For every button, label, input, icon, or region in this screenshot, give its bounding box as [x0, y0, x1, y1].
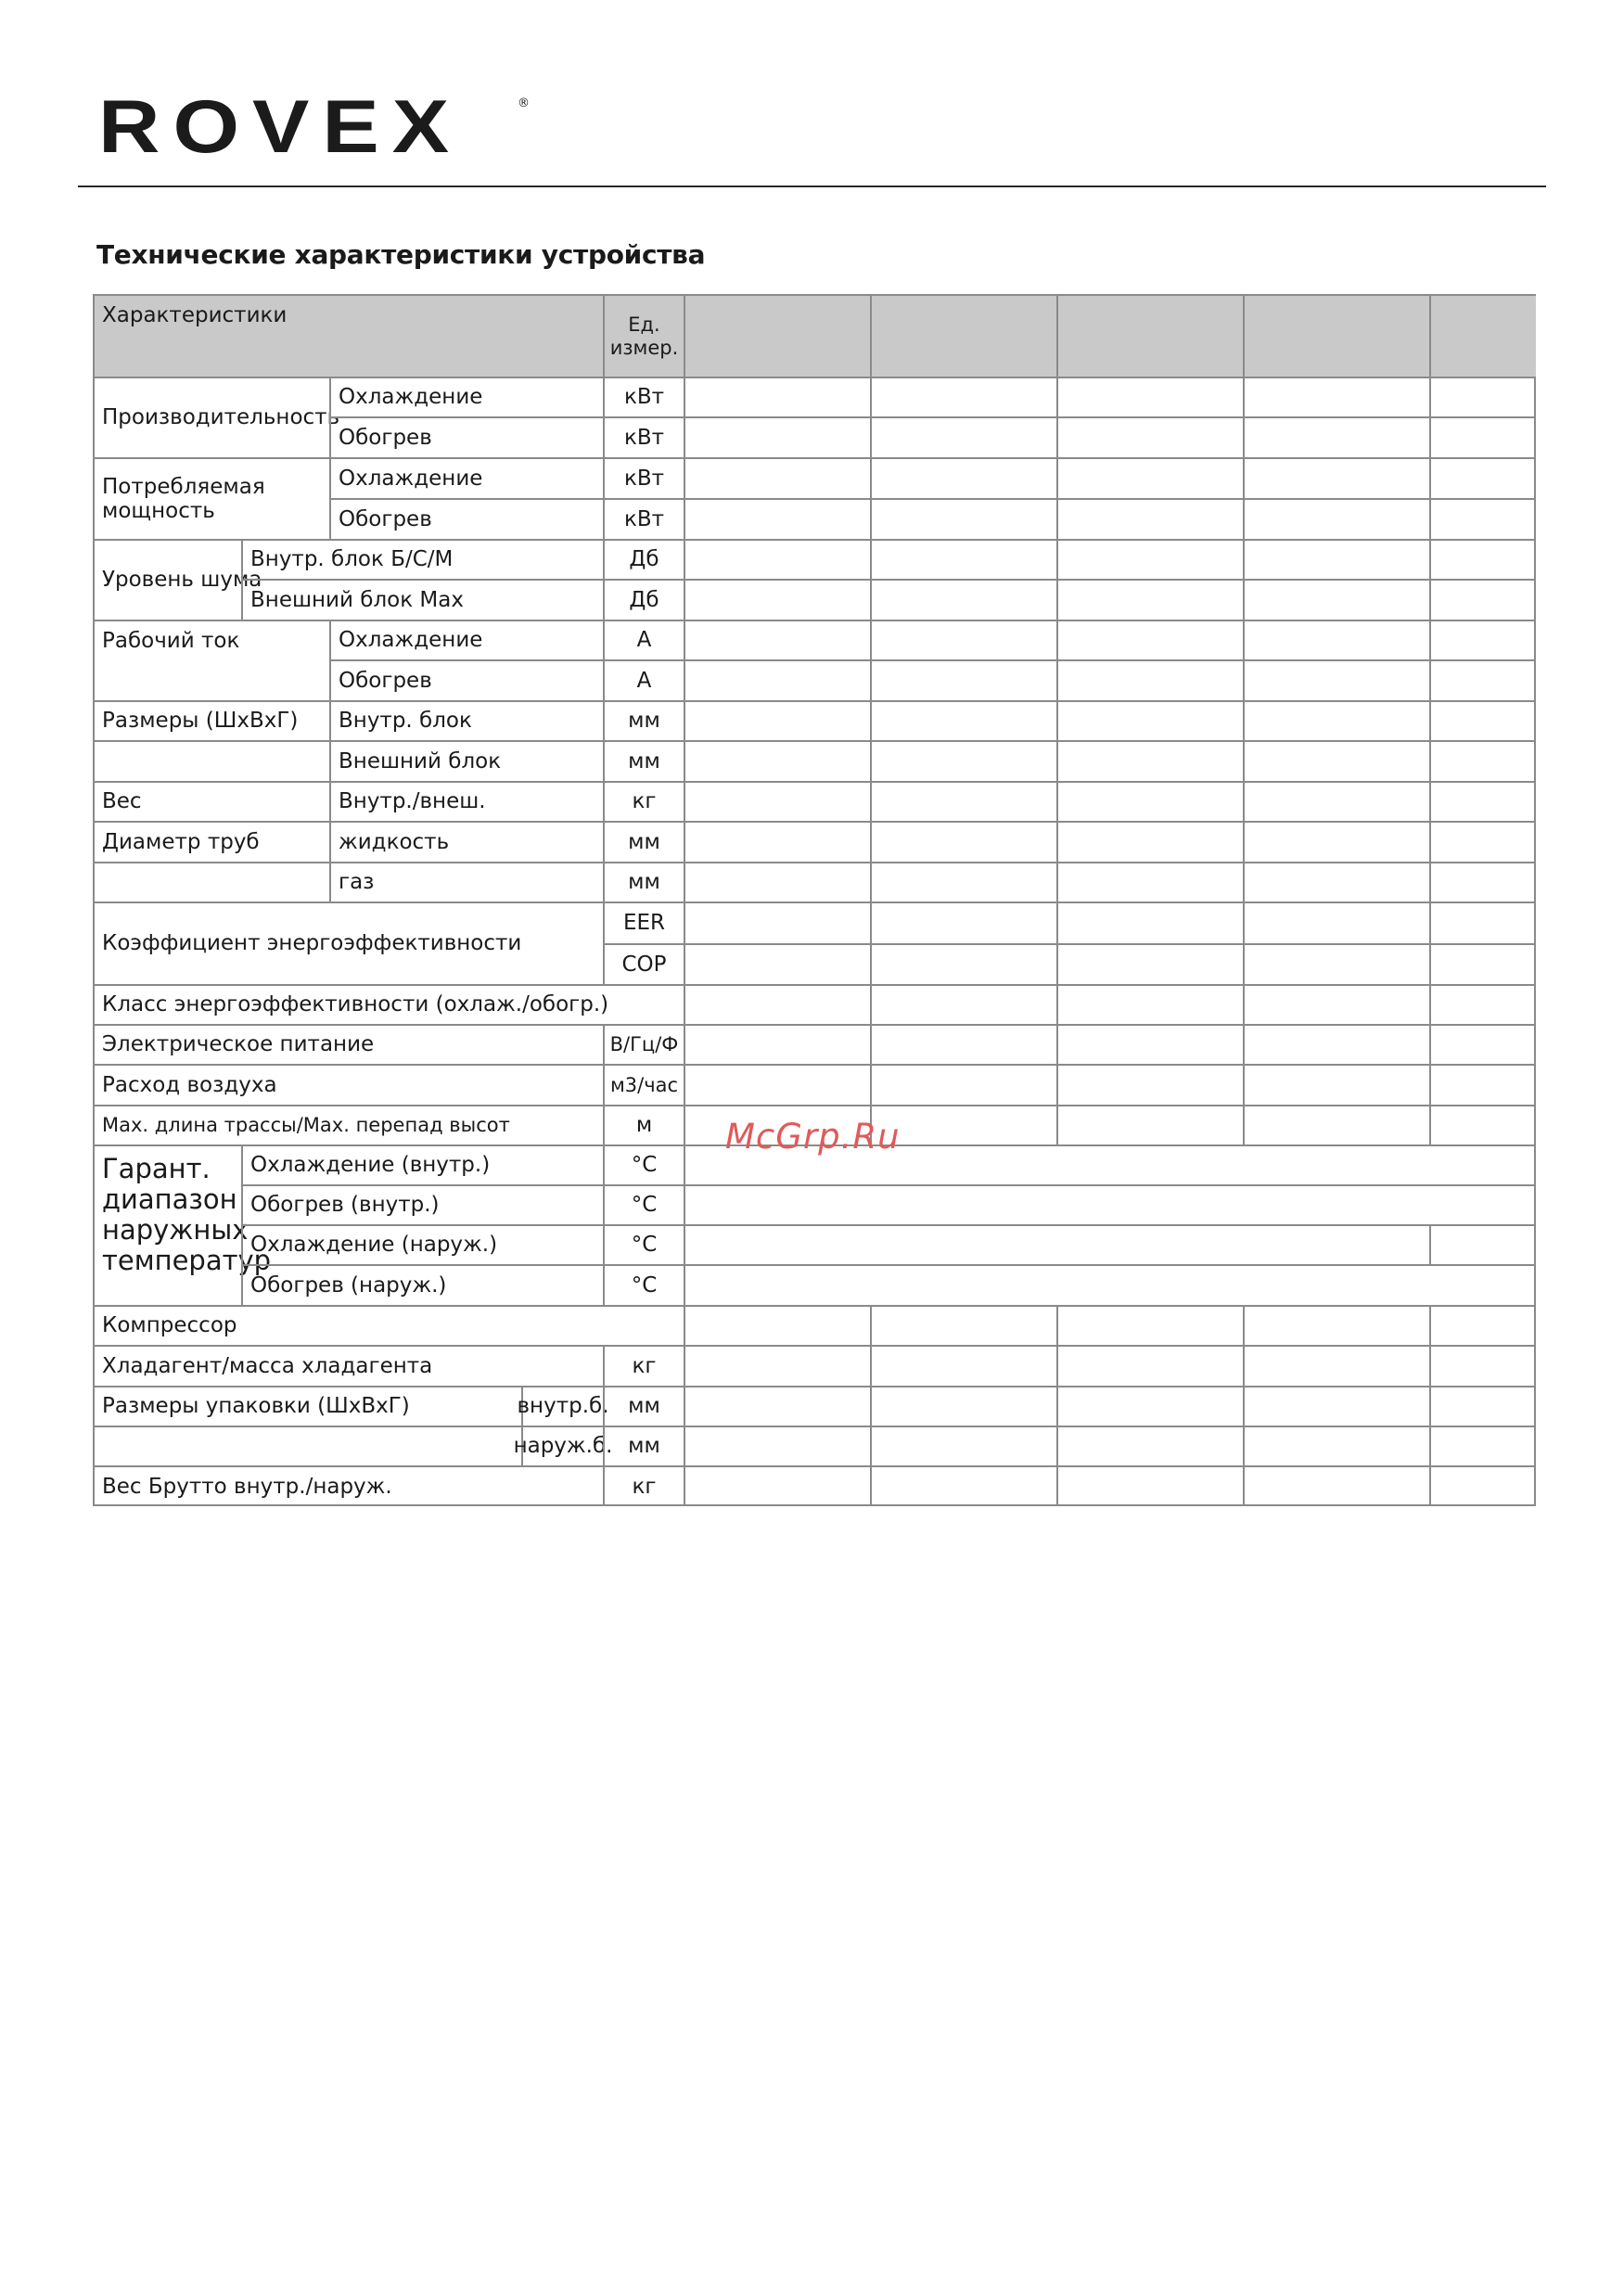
sub-label-cooling: Охлаждение: [329, 457, 603, 498]
value-cell: [870, 1386, 1056, 1426]
value-cell: [1056, 1024, 1243, 1064]
value-cell: [684, 901, 870, 943]
unit-cell: А: [603, 659, 684, 700]
value-cell: [1243, 579, 1429, 620]
value-cell: [1429, 700, 1536, 740]
value-cell: [1056, 901, 1243, 943]
value-cell: [684, 984, 870, 1024]
row-label-dimensions: Размеры (ШхВхГ): [93, 700, 329, 740]
value-cell: [684, 620, 870, 659]
value-cell: [1056, 620, 1243, 659]
value-cell: [684, 1386, 870, 1426]
value-cell: [870, 539, 1056, 579]
value-cell: [870, 821, 1056, 862]
value-cell: [684, 377, 870, 416]
unit-cell: м: [603, 1105, 684, 1144]
sub-label-heating: Обогрев: [329, 416, 603, 457]
row-label-power-supply: Электрическое питание: [93, 1024, 603, 1064]
header-unit: Ед. измер.: [603, 294, 684, 377]
row-label-gross-weight: Вес Брутто внутр./наруж.: [93, 1465, 603, 1506]
value-cell: [1429, 539, 1536, 579]
value-cell: [1243, 740, 1429, 781]
unit-cell: мм: [603, 1386, 684, 1426]
sub-label-pack-indoor: внутр.б.: [521, 1386, 603, 1426]
value-cell: [684, 1426, 870, 1465]
sub-label-pack-outdoor: наруж.б.: [521, 1426, 603, 1465]
row-label-air-flow: Расход воздуха: [93, 1064, 603, 1105]
row-label-refrigerant: Хладагент/масса хладагента: [93, 1345, 603, 1386]
sub-label-cooling: Охлаждение: [329, 377, 603, 416]
value-cell: [1429, 1305, 1536, 1345]
value-cell: [1056, 579, 1243, 620]
value-cell: [870, 579, 1056, 620]
value-cell: [1243, 1426, 1429, 1465]
sub-label-indoor-unit: Внутр. блок Б/С/М: [241, 539, 603, 579]
value-cell: [1243, 416, 1429, 457]
unit-cell: кВт: [603, 416, 684, 457]
unit-cell: мм: [603, 862, 684, 901]
value-cell: [1243, 1386, 1429, 1426]
value-cell: [1243, 1465, 1429, 1506]
page-title: Технические характеристики устройства: [96, 239, 706, 270]
unit-cell: кг: [603, 1465, 684, 1506]
value-cell: [1056, 416, 1243, 457]
empty-label-cell: [93, 862, 329, 901]
value-cell: [870, 659, 1056, 700]
value-cell: [1056, 862, 1243, 901]
unit-cell: °C: [603, 1264, 684, 1305]
header-divider: [78, 185, 1546, 187]
value-cell: [1056, 781, 1243, 821]
value-cell: [1429, 1224, 1536, 1264]
value-cell: [684, 943, 870, 984]
row-label-max-pipe-length: Max. длина трассы/Max. перепад высот: [93, 1105, 603, 1144]
value-cell: [1056, 700, 1243, 740]
merged-value-cell: [684, 1184, 1536, 1224]
value-cell: [1429, 821, 1536, 862]
sub-label-heating: Обогрев: [329, 498, 603, 539]
unit-cell: кВт: [603, 457, 684, 498]
value-cell: [1429, 1024, 1536, 1064]
row-label-pipe-diameter: Диаметр труб: [93, 821, 329, 862]
value-cell: [1243, 498, 1429, 539]
header-characteristic: Характеристики: [93, 294, 603, 377]
sub-label-heating-indoor: Обогрев (внутр.): [241, 1184, 603, 1224]
value-cell: [684, 1465, 870, 1506]
value-cell: [1056, 659, 1243, 700]
watermark: McGrp.Ru: [725, 1117, 901, 1157]
value-cell: [1243, 620, 1429, 659]
row-label-packaging-dimensions: Размеры упаковки (ШхВхГ): [93, 1386, 521, 1426]
row-label-noise-level: Уровень шума: [93, 539, 241, 620]
value-cell: [684, 539, 870, 579]
value-cell: [1056, 1386, 1243, 1426]
empty-label-cell: [93, 1426, 521, 1465]
value-cell: [870, 1024, 1056, 1064]
unit-cell: мм: [603, 700, 684, 740]
value-cell: [684, 1064, 870, 1105]
value-cell: [1243, 984, 1429, 1024]
value-cell: [870, 1345, 1056, 1386]
value-cell: [1429, 781, 1536, 821]
unit-cell: мм: [603, 740, 684, 781]
value-cell: [684, 1345, 870, 1386]
value-cell: [1056, 1465, 1243, 1506]
value-cell: [684, 821, 870, 862]
header-model-column: [1056, 294, 1243, 377]
value-cell: [1056, 821, 1243, 862]
sub-label-indoor-unit: Внутр. блок: [329, 700, 603, 740]
unit-cell: COP: [603, 943, 684, 984]
value-cell: [684, 1024, 870, 1064]
value-cell: [1429, 377, 1536, 416]
value-cell: [870, 700, 1056, 740]
unit-cell: °C: [603, 1224, 684, 1264]
unit-cell: °C: [603, 1184, 684, 1224]
value-cell: [1243, 1345, 1429, 1386]
value-cell: [1429, 901, 1536, 943]
value-cell: [684, 579, 870, 620]
header-model-column: [1429, 294, 1536, 377]
unit-cell: мм: [603, 821, 684, 862]
unit-cell: мм: [603, 1426, 684, 1465]
value-cell: [870, 740, 1056, 781]
row-label-power-consumption: Потребляемая мощность: [93, 457, 329, 539]
merged-value-cell: [684, 1224, 1429, 1264]
value-cell: [1429, 943, 1536, 984]
value-cell: [1056, 498, 1243, 539]
value-cell: [1056, 377, 1243, 416]
value-cell: [684, 659, 870, 700]
value-cell: [1056, 539, 1243, 579]
value-cell: [1429, 1064, 1536, 1105]
value-cell: [870, 498, 1056, 539]
value-cell: [1243, 1305, 1429, 1345]
value-cell: [1429, 1426, 1536, 1465]
value-cell: [1243, 377, 1429, 416]
value-cell: [1429, 498, 1536, 539]
header-model-column: [1243, 294, 1429, 377]
value-cell: [870, 1305, 1056, 1345]
value-cell: [684, 416, 870, 457]
value-cell: [1243, 659, 1429, 700]
value-cell: [1243, 1105, 1429, 1144]
value-cell: [870, 416, 1056, 457]
unit-cell: Дб: [603, 579, 684, 620]
unit-cell: °C: [603, 1144, 684, 1184]
value-cell: [1429, 1345, 1536, 1386]
registered-mark: ®: [518, 96, 530, 110]
value-cell: [1056, 1305, 1243, 1345]
value-cell: [870, 1064, 1056, 1105]
unit-cell: кВт: [603, 377, 684, 416]
row-label-compressor: Компрессор: [93, 1305, 684, 1345]
sub-label-outdoor-unit: Внешний блок Max: [241, 579, 603, 620]
sub-label-cooling: Охлаждение: [329, 620, 603, 659]
sub-label-indoor-outdoor: Внутр./внеш.: [329, 781, 603, 821]
value-cell: [870, 457, 1056, 498]
value-cell: [1243, 943, 1429, 984]
value-cell: [1429, 862, 1536, 901]
row-label-productivity: Производительность: [93, 377, 329, 457]
sub-label-cooling-indoor: Охлаждение (внутр.): [241, 1144, 603, 1184]
value-cell: [1056, 1426, 1243, 1465]
value-cell: [684, 781, 870, 821]
value-cell: [684, 457, 870, 498]
value-cell: [1243, 457, 1429, 498]
value-cell: [1243, 539, 1429, 579]
value-cell: [1429, 740, 1536, 781]
value-cell: [870, 984, 1056, 1024]
value-cell: [1056, 740, 1243, 781]
value-cell: [684, 1305, 870, 1345]
brand-logo: ROVEX: [98, 84, 463, 169]
value-cell: [1429, 1465, 1536, 1506]
row-label-efficiency-class: Класс энергоэффективности (охлаж./обогр.): [93, 984, 684, 1024]
unit-cell: EER: [603, 901, 684, 943]
value-cell: [1429, 457, 1536, 498]
value-cell: [870, 1426, 1056, 1465]
merged-value-cell: [684, 1264, 1536, 1305]
value-cell: [1056, 1064, 1243, 1105]
sub-label-gas: газ: [329, 862, 603, 901]
value-cell: [1056, 1105, 1243, 1144]
value-cell: [1243, 1024, 1429, 1064]
row-label-weight: Вес: [93, 781, 329, 821]
value-cell: [1243, 1064, 1429, 1105]
value-cell: [1429, 1105, 1536, 1144]
value-cell: [1056, 984, 1243, 1024]
sub-label-outdoor-unit: Внешний блок: [329, 740, 603, 781]
unit-cell: Дб: [603, 539, 684, 579]
value-cell: [1243, 862, 1429, 901]
row-label-efficiency-coefficient: Коэффициент энергоэффективности: [93, 901, 603, 984]
value-cell: [1243, 821, 1429, 862]
spec-table: [93, 294, 1536, 1506]
value-cell: [870, 781, 1056, 821]
value-cell: [684, 862, 870, 901]
value-cell: [870, 377, 1056, 416]
value-cell: [870, 901, 1056, 943]
unit-cell: А: [603, 620, 684, 659]
sub-label-cooling-outdoor: Охлаждение (наруж.): [241, 1224, 603, 1264]
value-cell: [1429, 984, 1536, 1024]
value-cell: [1429, 620, 1536, 659]
value-cell: [1243, 781, 1429, 821]
value-cell: [1056, 943, 1243, 984]
sub-label-heating-outdoor: Обогрев (наруж.): [241, 1264, 603, 1305]
unit-cell: кг: [603, 1345, 684, 1386]
value-cell: [684, 700, 870, 740]
value-cell: [1056, 1345, 1243, 1386]
sub-label-liquid: жидкость: [329, 821, 603, 862]
unit-cell: кВт: [603, 498, 684, 539]
value-cell: [1243, 901, 1429, 943]
value-cell: [870, 1465, 1056, 1506]
row-label-guaranteed-range: Гарант. диапазон наружных температур: [93, 1144, 241, 1305]
value-cell: [1243, 700, 1429, 740]
value-cell: [1056, 457, 1243, 498]
unit-cell: м3/час: [603, 1064, 684, 1105]
value-cell: [684, 498, 870, 539]
value-cell: [1429, 416, 1536, 457]
row-label-working-current: Рабочий ток: [93, 620, 329, 700]
value-cell: [1429, 579, 1536, 620]
value-cell: [1429, 1386, 1536, 1426]
header-model-column: [684, 294, 870, 377]
value-cell: [870, 620, 1056, 659]
value-cell: [870, 862, 1056, 901]
value-cell: [684, 740, 870, 781]
unit-cell: В/Гц/Ф: [603, 1024, 684, 1064]
header-model-column: [870, 294, 1056, 377]
value-cell: [1429, 659, 1536, 700]
sub-label-heating: Обогрев: [329, 659, 603, 700]
value-cell: [870, 943, 1056, 984]
unit-cell: кг: [603, 781, 684, 821]
empty-label-cell: [93, 740, 329, 781]
